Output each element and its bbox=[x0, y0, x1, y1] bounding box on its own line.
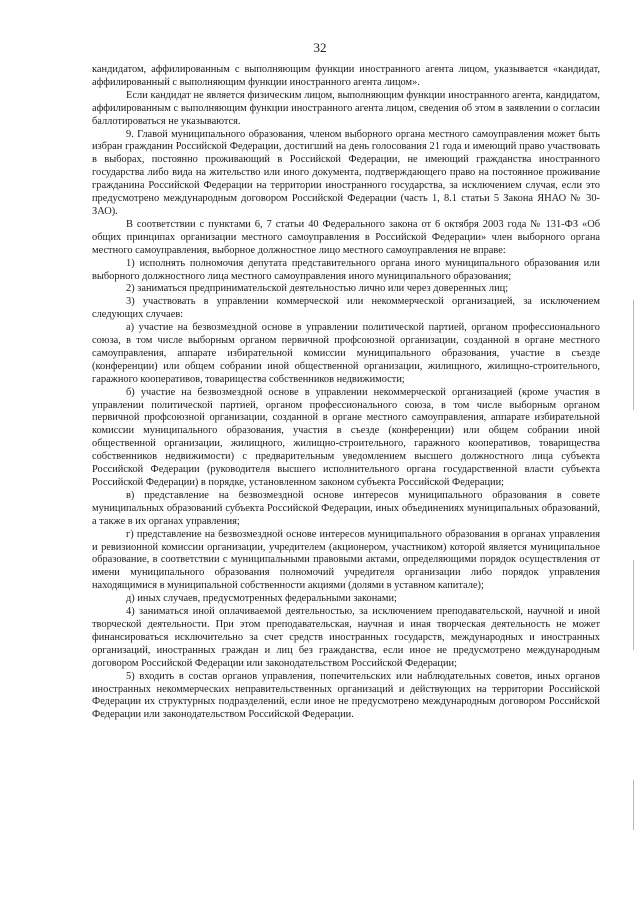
list-item-5: 5) входить в состав органов управления, попечительских или наблюдательных советов, иных органов иностранных некоммерческих неправительственных организаций и действующих на территории Российской Федерации их структурных подразделений, если иное не предусмотрено международным договором Российской Федерации или законодательством Российской Федерации. bbox=[92, 670, 600, 721]
scan-edge-mark bbox=[633, 300, 634, 410]
sub-item-a: а) участие на безвозмездной основе в управлении политической партией, органом профессионального союза, в том числе выборным органом первичной профсоюзной организации, созданной в органе местного самоуправления, аппарате избирательной комиссии муниципального образования, участие в съезде (конференции) или общем собрании иной общественной организации, жилищного, жилищно-строительного, гаражного кооперативов, товарищества собственников недвижимости; bbox=[92, 322, 600, 385]
paragraph-affiliated-wording: кандидатом, аффилированным с выполняющим функции иностранного агента лицом, указывается «кандидат, аффилированный с выполняющим функции иностранного агента лицом». bbox=[92, 64, 600, 88]
page-number: 32 bbox=[313, 40, 327, 55]
list-item-3: 3) участвовать в управлении коммерческой или некоммерческой организацией, за исключением следующих случаев: bbox=[92, 296, 600, 321]
sub-item-b: б) участие на безвозмездной основе в управлении некоммерческой организацией (кроме участия в управлении политической партией, органом профессионального союза, в том числе выборным органом первичной профсоюзной организации, созданной в органе местного самоуправления, аппарате избирательной комиссии муниципального образования, участия в съезде (конференции) или общем собрании иной общественной организации, жилищного, жилищно-строительного, гаражного кооперативов, товарищества собственников недвижимости) с предварительным уведомлением высшего должностного лица субъекта Российской Федерации (руководителя высшего исполнительного органа государственной власти субъекта Российской Федерации) в порядке, установленном законом субъекта Российской Федерации; bbox=[92, 386, 600, 488]
list-item-4: 4) заниматься иной оплачиваемой деятельностью, за исключением преподавательской, научной и иной творческой деятельности. При этом преподавательская, научная и иная творческая деятельность не может финансироваться исключительно за счет средств иностранных государств, международных и иностранных организаций, иностранных граждан и лиц без гражданства, если иное не предусмотрено международным договором Российской Федерации или законодательством Российской Федерации; bbox=[92, 606, 600, 669]
scan-edge-mark bbox=[633, 560, 634, 650]
paragraph-restrictions-intro: В соответствии с пунктами 6, 7 статьи 40 Федерального закона от 6 октября 2003 года № 131-ФЗ «Об общих принципах организации местного самоуправления в Российской Федерации» член выборного органа местного самоуправления, выборное должностное лицо местного самоуправления не вправе: bbox=[92, 218, 600, 256]
list-item-2: 2) заниматься предпринимательской деятельностью лично или через доверенных лиц; bbox=[126, 283, 509, 295]
paragraph-not-foreign-agent: Если кандидат не является физическим лицом, выполняющим функции иностранного агента, кандидатом, аффилированным с выполняющим функции иностранного агента лицом, сведения об этом в заявлении о согласии баллотироваться не указываются. bbox=[92, 89, 600, 127]
sub-item-g: г) представление на безвозмездной основе интересов муниципального образования в органах управления и ревизионной комиссии организации, учредителем (акционером, участником) которой является муниципальное образование, в соответствии с муниципальными правовыми актами, определяющими порядок осуществления от имени муниципального образования полномочий учредителя организации либо порядок управления находящимися в муниципальной собственности акциями (долями в уставном капитале); bbox=[92, 528, 600, 592]
document-body bbox=[92, 64, 600, 722]
list-item-1: 1) исполнять полномочия депутата представительного органа иного муниципального образования или выборного должностного лица местного самоуправления иного муниципального образования; bbox=[92, 257, 600, 282]
scan-edge-mark bbox=[633, 780, 634, 830]
sub-item-d: д) иных случаев, предусмотренных федеральными законами; bbox=[126, 593, 397, 605]
sub-item-v: в) представление на безвозмездной основе интересов муниципального образования в совете муниципальных образований субъекта Российской Федерации, иных объединениях муниципальных образований, а также в их органах управления; bbox=[92, 489, 600, 527]
paragraph-item-9-eligibility: 9. Главой муниципального образования, членом выборного органа местного самоуправления может быть избран гражданин Российской Федерации, достигший на день голосования 21 года и имеющий право участвовать в выборах, постоянно проживающий в Российской Федерации, не имеющий гражданства иностранного государства либо вида на жительство или иного документа, подтверждающего право на постоянное проживание гражданина Российской Федерации на территории иностранного государства, за исключением случая, если это предусмотрено международным договором Российской Федерации (часть 1, 8.1 статьи 5 Закона ЯНАО № 30-ЗАО). bbox=[92, 128, 600, 217]
